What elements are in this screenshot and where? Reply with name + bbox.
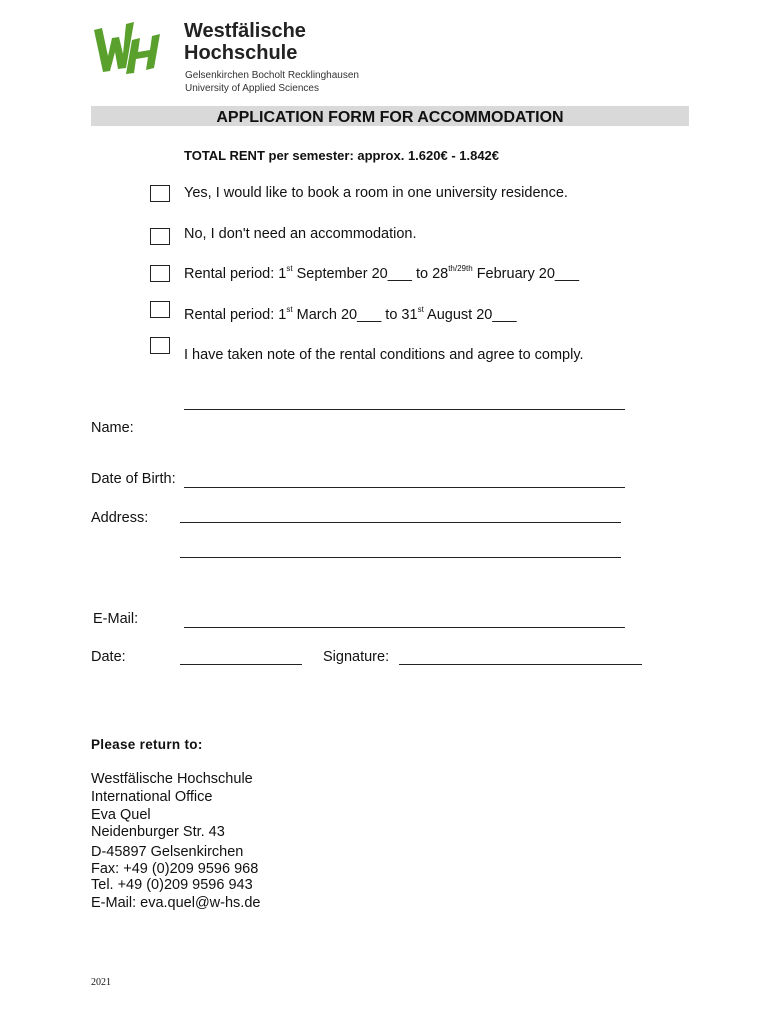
period1-text-b: September 20___ to 28: [292, 266, 449, 282]
university-type: University of Applied Sciences: [185, 83, 319, 94]
checkbox-rental-period-summer[interactable]: [150, 301, 170, 318]
option-agree-conditions: I have taken note of the rental conditions and agree to comply.: [184, 347, 584, 363]
date-input-line[interactable]: [180, 664, 302, 665]
email-label: E-Mail:: [93, 611, 139, 627]
org-name-line2: Hochschule: [184, 42, 298, 64]
university-logo-icon: [92, 16, 172, 74]
return-address-city: D-45897 Gelsenkirchen: [91, 844, 244, 860]
name-label: Name:: [91, 420, 134, 436]
address-input-line-1[interactable]: [180, 522, 621, 523]
email-input-line[interactable]: [184, 627, 625, 628]
period2-text-b: March 20___ to 31: [292, 307, 418, 323]
campus-list: Gelsenkirchen Bocholt Recklinghausen: [185, 70, 359, 81]
signature-label: Signature:: [323, 649, 390, 665]
option-rental-period-summer: [184, 307, 517, 323]
rent-info: TOTAL RENT per semester: approx. 1.620€ - 1.842€: [184, 148, 500, 163]
option-no-accommodation: No, I don't need an accommodation.: [184, 226, 417, 242]
checkbox-no-accommodation[interactable]: [150, 228, 170, 245]
return-address-office: International Office: [91, 789, 213, 805]
checkbox-book-room[interactable]: [150, 185, 170, 202]
return-heading: Please return to:: [91, 737, 203, 752]
date-label: Date:: [91, 649, 126, 665]
address-input-line-2[interactable]: [180, 557, 621, 558]
footer-year: 2021: [91, 977, 111, 988]
checkbox-agree-conditions[interactable]: [150, 337, 170, 354]
period1-sup1: st: [286, 264, 293, 273]
return-address-contact: Eva Quel: [91, 807, 151, 823]
option-rental-period-winter: [184, 266, 579, 282]
checkbox-rental-period-winter[interactable]: [150, 265, 170, 282]
org-subtitle: [185, 69, 359, 95]
date-of-birth-input-line[interactable]: [184, 487, 625, 488]
return-address-street: Neidenburger Str. 43: [91, 824, 225, 840]
org-name: [184, 20, 306, 64]
name-input-line[interactable]: [184, 409, 625, 410]
period2-sup1: st: [286, 305, 293, 314]
date-of-birth-label: Date of Birth:: [91, 471, 176, 487]
return-address-phone: Tel. +49 (0)209 9596 943: [91, 877, 253, 893]
period1-sup2: th/29th: [448, 264, 473, 273]
option-book-room: Yes, I would like to book a room in one university residence.: [184, 185, 568, 201]
org-name-line1: Westfälische: [184, 20, 306, 42]
period2-text-a: Rental period: 1: [184, 307, 287, 323]
address-label: Address:: [91, 510, 149, 526]
period1-text-a: Rental period: 1: [184, 266, 287, 282]
period1-text-c: February 20___: [472, 266, 580, 282]
return-address-fax: Fax: +49 (0)209 9596 968: [91, 861, 259, 877]
period2-text-c: August 20___: [423, 307, 517, 323]
signature-input-line[interactable]: [399, 664, 642, 665]
form-title-bar: [91, 106, 689, 126]
return-address-email: E-Mail: eva.quel@w-hs.de: [91, 895, 261, 911]
form-title: APPLICATION FORM FOR ACCOMMODATION: [216, 109, 564, 126]
return-address-org: Westfälische Hochschule: [91, 771, 253, 787]
period2-sup2: st: [417, 305, 424, 314]
